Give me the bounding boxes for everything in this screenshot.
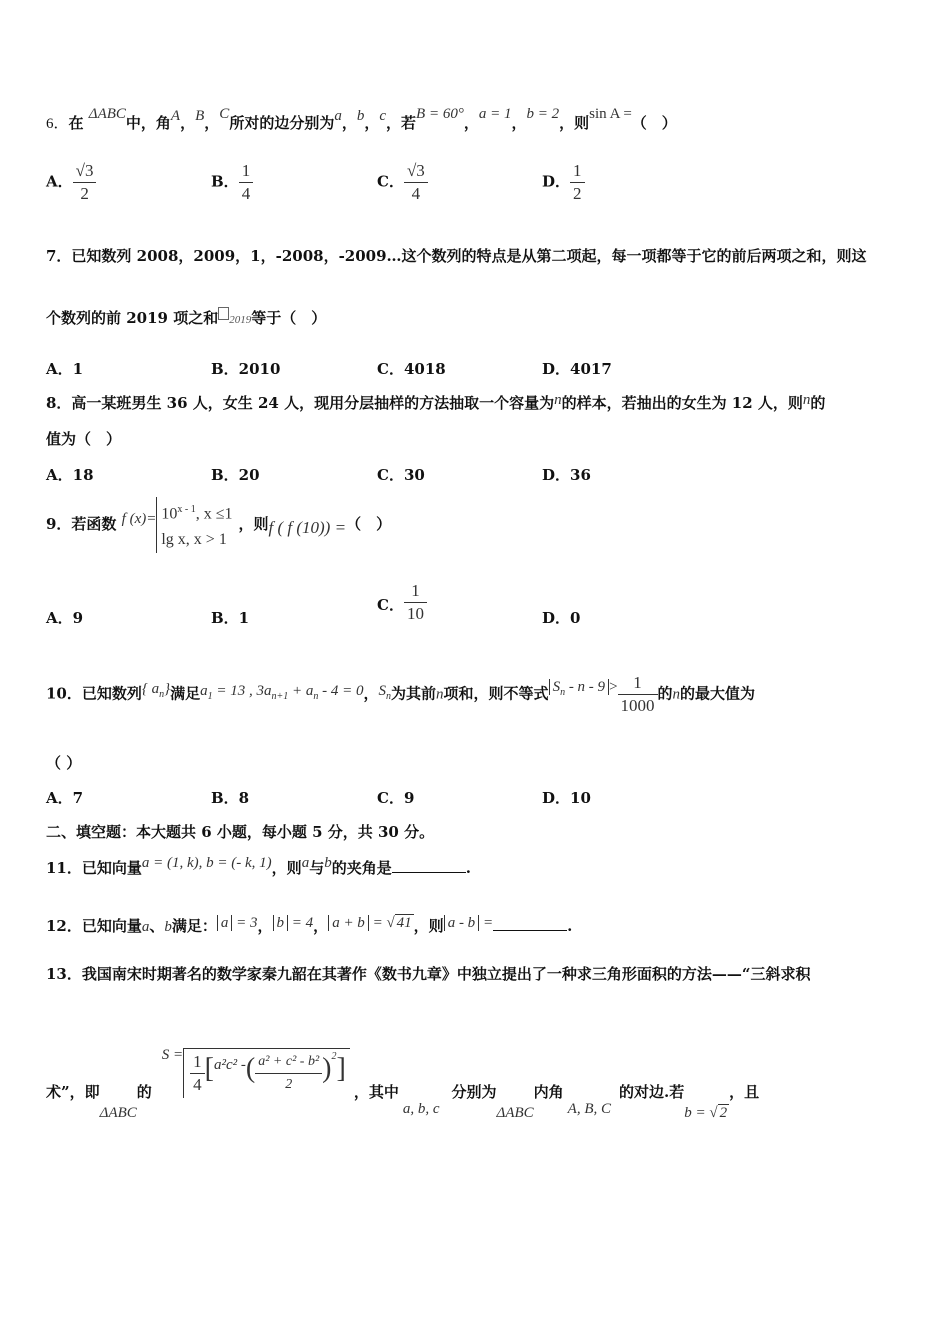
area-formula: S = $\frac{1}{4}$ [a²c² -( $\frac{\text{a² + c² - b²}}{2}$ )$^2$]: [162, 1048, 350, 1098]
missing-glyph-icon: [218, 307, 229, 320]
q9-option-b[interactable]: B．1: [211, 609, 250, 627]
q6-option-a[interactable]: A． $\frac{√3}{2}$: [46, 160, 96, 205]
q7-option-a[interactable]: A．1: [46, 360, 84, 378]
q6-stem: 6．在 ΔABC中，角A，B，C所对的边分别为a，b，c，若B = 60°，a = 1，b = 2，则sin A =（ ）: [46, 106, 677, 132]
recurrence-condition: $a_1 = 13$ , $3a_{n+1} + a_n - 4 = 0$: [200, 682, 364, 702]
q9-option-a[interactable]: A．9: [46, 609, 84, 627]
answer-blank[interactable]: [493, 916, 567, 931]
q10-option-b[interactable]: B．8: [211, 789, 250, 807]
piecewise-cases: 10$^{x - 1}$, x ≤1 lg x, x > 1: [156, 497, 232, 553]
function-f: f (x)=: [121, 511, 157, 528]
section-2-heading: 二、填空题：本大题共 6 小题，每小题 5 分，共 30 分。: [46, 823, 435, 841]
sum-symbol: 2019: [229, 314, 252, 326]
q8-option-d[interactable]: D．36: [542, 466, 591, 484]
q12-stem: 12．已知向量a、b满足： a = 3， b = 4， a + b = √ 41 ，则 a - b = .: [46, 915, 573, 935]
q8-stem-line1: 8．高一某班男生 36 人，女生 24 人，现用分层抽样的方法抽取一个容量为n的样本，若抽出的女生为 12 人，则n的: [46, 392, 826, 412]
answer-blank[interactable]: [392, 858, 466, 873]
triangle-abc: ΔABC: [88, 106, 126, 122]
q7-option-c[interactable]: C．4018: [377, 360, 446, 378]
difference-norm: a - b =: [444, 915, 493, 931]
q6-option-b[interactable]: B． $\frac{1}{4}$: [211, 160, 253, 205]
q6-option-d[interactable]: D． $\frac{1}{2}$: [542, 160, 585, 205]
condition-b-60: B = 60°: [416, 106, 464, 122]
q10-stem: 10．已知数列{ $a_n$}满足$a_1 = 13$ , $3a_{n+1} + a_n - 4 = 0$，$S_n$为其前n项和，则不等式 $S_n$ - n - 9 > $\frac{1}{1000}$ 的n的最大值为: [46, 673, 756, 715]
composite-expression: f ( f (10)) =: [268, 518, 347, 538]
q8-option-b[interactable]: B．20: [211, 466, 260, 484]
q13-stem-line1: 13．我国南宋时期著名的数学家秦九韶在其著作《数书九章》中独立提出了一种求三角形面积的方法——“三斜求积: [46, 965, 811, 983]
q9-option-c[interactable]: C． $\frac{1}{10}$: [377, 580, 427, 625]
q9-option-d[interactable]: D．0: [542, 609, 581, 627]
q9-stem: 9．若函数 f (x)= 10$^{x - 1}$, x ≤1 lg x, x > 1 ，则f ( f (10)) =（ ）: [46, 497, 391, 553]
q11-stem: 11．已知向量a = (1, k), b = (- k, 1)，则a与b的夹角是 .: [46, 855, 471, 877]
q10-option-c[interactable]: C．9: [377, 789, 415, 807]
q7-stem-line2: 个数列的前 2019 项之和 2019等于（ ）: [46, 309, 327, 327]
q7-option-d[interactable]: D．4017: [542, 360, 612, 378]
vector-definitions: a = (1, k), b = (- k, 1): [141, 855, 272, 871]
q8-stem-line2: 值为（ ）: [46, 430, 122, 448]
q6-option-c[interactable]: C． $\frac{√3}{4}$: [377, 160, 428, 205]
q7-stem-line1: 7．已知数列 2008，2009，1，-2008，-2009…这个数列的特点是从第二项起，每一项都等于它的前后两项之和，则这: [46, 247, 867, 265]
q13-stem-line2: 术”，即ΔABC的S = $\frac{1}{4}$ [a²c² -( $\frac{\text{a² + c² - b²}}{2}$ )$^2$]，其中a, b, c分别为ΔABC内角A, B, C的对边.若b = √ 2，且: [46, 1046, 760, 1121]
condition-b-2: b = 2: [526, 106, 560, 122]
condition-a-1: a = 1: [478, 106, 512, 122]
q10-option-d[interactable]: D．10: [542, 789, 591, 807]
q8-option-c[interactable]: C．30: [377, 466, 425, 484]
q10-stem-line2: （ ）: [46, 754, 82, 772]
sin-a-query: sin A =: [589, 106, 632, 122]
q7-option-b[interactable]: B．2010: [211, 360, 281, 378]
inequality-abs: $S_n$ - n - 9: [549, 679, 610, 695]
q8-option-a[interactable]: A．18: [46, 466, 94, 484]
sequence-an: { $a_n$}: [141, 680, 171, 700]
q10-option-a[interactable]: A．7: [46, 789, 84, 807]
